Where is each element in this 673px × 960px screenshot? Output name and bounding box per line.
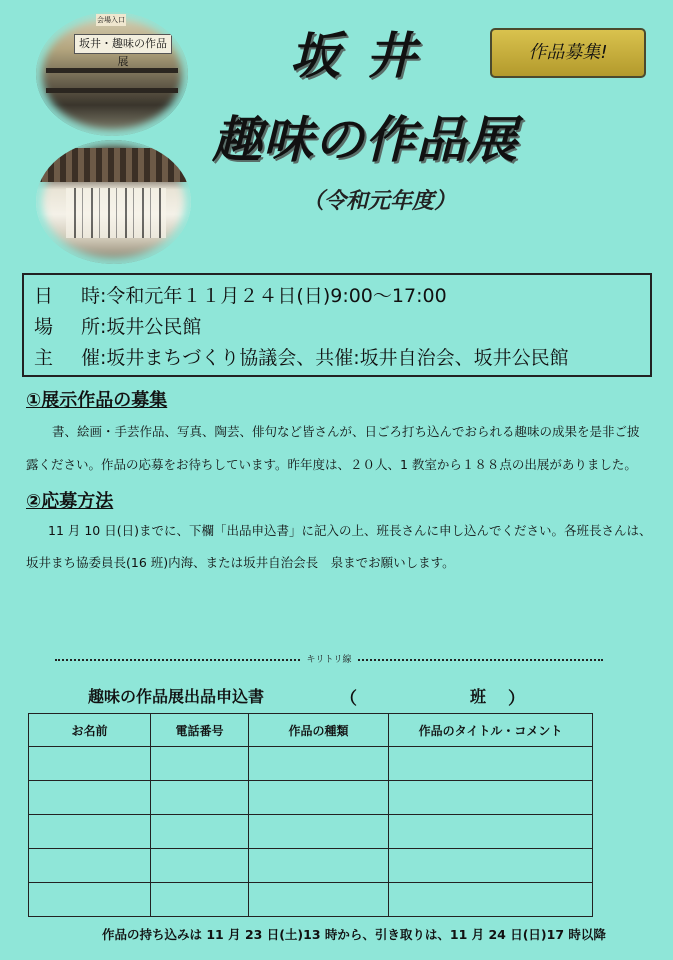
section2-heading: ②応募方法 xyxy=(26,491,114,512)
form-cell[interactable] xyxy=(151,849,249,883)
form-cell[interactable] xyxy=(29,849,151,883)
info-value: 令和元年１１月２４日(日)9:00～17:00 xyxy=(106,285,447,307)
form-cell[interactable] xyxy=(389,849,593,883)
form-cell[interactable] xyxy=(151,883,249,917)
form-cell[interactable] xyxy=(151,781,249,815)
form-cell[interactable] xyxy=(389,883,593,917)
column-header-name: お名前 xyxy=(29,714,151,747)
cut-line xyxy=(55,652,603,666)
form-cell[interactable] xyxy=(151,815,249,849)
info-value: 坂井公民館 xyxy=(106,316,202,338)
form-cell[interactable] xyxy=(249,781,389,815)
form-cell[interactable] xyxy=(151,747,249,781)
info-label: 場所 xyxy=(34,316,100,338)
form-cell[interactable] xyxy=(249,849,389,883)
table-row xyxy=(29,849,593,883)
form-title: 趣味の作品展出品申込書 xyxy=(88,687,265,706)
photo-calligraphy-scrolls xyxy=(66,188,166,238)
info-row-datetime: 日時:令和元年１１月２４日(日)9:00～17:00 xyxy=(34,281,650,312)
info-label: 日時 xyxy=(34,285,100,307)
info-row-venue: 場所:坂井公民館 xyxy=(34,312,650,343)
info-box xyxy=(22,273,652,377)
exhibition-photo-top xyxy=(36,12,188,136)
footer-note: 作品の持ち込みは 11 月 23 日(土)13 時から、引き取りは、11 月 24 日(日)17 時以降 xyxy=(102,927,606,942)
application-form-table xyxy=(28,713,593,917)
info-value: 坂井まちづくり協議会、共催:坂井自治会、坂井公民館 xyxy=(106,347,569,369)
form-cell[interactable] xyxy=(249,883,389,917)
photo-sign: 坂井・趣味の作品展 xyxy=(74,34,172,54)
photo-shelf xyxy=(46,88,178,93)
form-paren-open: （ xyxy=(340,689,357,709)
section1-heading: ①展示作品の募集 xyxy=(26,390,168,411)
form-cell[interactable] xyxy=(389,747,593,781)
section2-line2: 坂井まち協委員長(16 班)内海、または坂井自治会長 泉までお願いします。 xyxy=(26,555,455,570)
form-group-label: 班 xyxy=(470,687,487,706)
form-header-row xyxy=(29,714,593,747)
cut-line-label: キリトリ線 xyxy=(302,655,355,665)
exhibition-photo-bottom xyxy=(36,140,191,264)
info-row-organizer: 主催:坂井まちづくり協議会、共催:坂井自治会、坂井公民館 xyxy=(34,343,650,374)
form-cell[interactable] xyxy=(29,781,151,815)
form-cell[interactable] xyxy=(29,815,151,849)
column-header-title-comment: 作品のタイトル・コメント xyxy=(389,714,593,747)
subtitle: （令和元年度） xyxy=(302,188,457,214)
section1-line1: 書、絵画・手芸作品、写真、陶芸、俳句など皆さんが、日ごろ打ち込んでおられる趣味の成果を是非ご披 xyxy=(52,424,640,439)
form-cell[interactable] xyxy=(249,747,389,781)
column-header-phone: 電話番号 xyxy=(151,714,249,747)
title-line2: 趣味の作品展 xyxy=(212,110,518,169)
section1-line2: 露ください。作品の応募をお待ちしています。昨年度は、２０人、1 教室から１８８点の出展がありました。 xyxy=(26,457,637,472)
photo-sign-small: 会場入口 xyxy=(97,16,125,24)
section2-line1: 11 月 10 日(日)までに、下欄「出品申込書」に記入の上、班長さんに申し込んでください。各班長さんは、 xyxy=(48,523,652,538)
table-row xyxy=(29,781,593,815)
form-cell[interactable] xyxy=(389,815,593,849)
photo-shelf xyxy=(46,68,178,73)
form-paren-close: ） xyxy=(508,689,525,709)
form-cell[interactable] xyxy=(29,883,151,917)
form-cell[interactable] xyxy=(29,747,151,781)
form-cell[interactable] xyxy=(389,781,593,815)
form-cell[interactable] xyxy=(249,815,389,849)
title-line1: 坂井 xyxy=(290,26,442,85)
column-header-type: 作品の種類 xyxy=(249,714,389,747)
table-row xyxy=(29,747,593,781)
info-label: 主催 xyxy=(34,347,100,369)
table-row xyxy=(29,883,593,917)
recruit-badge: 作品募集! xyxy=(490,28,646,78)
table-row xyxy=(29,815,593,849)
photo-display-rack xyxy=(36,148,191,182)
